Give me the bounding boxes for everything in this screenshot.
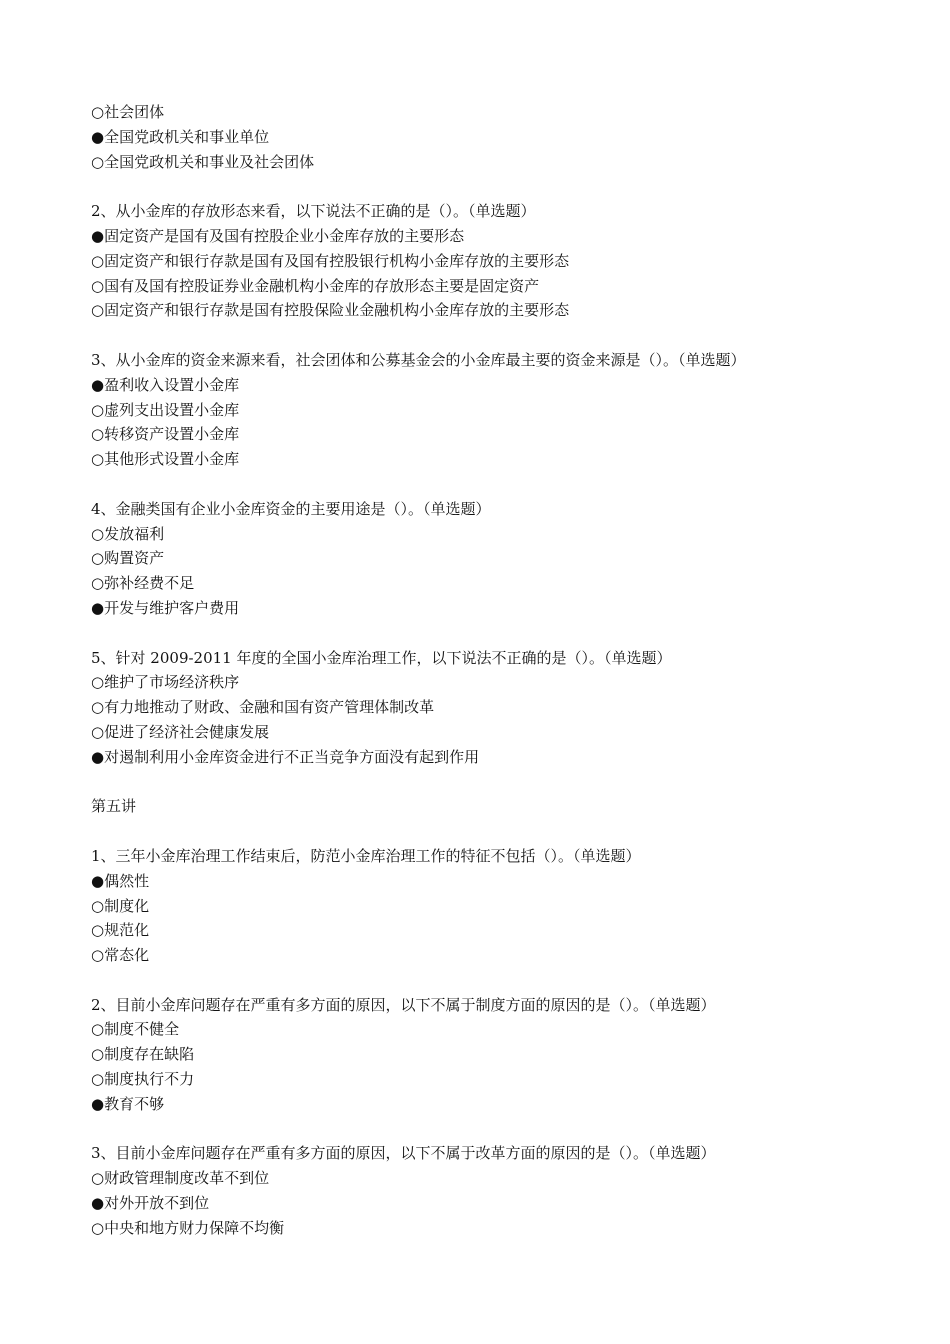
option-selected: ●对遏制利用小金库资金进行不正当竞争方面没有起到作用 [91,747,480,766]
question-block [91,646,891,770]
option-line: ○规范化 [91,921,150,940]
section-heading: 第五讲 [91,797,137,816]
option-line: ○制度执行不力 [91,1070,195,1089]
question-block [91,348,891,472]
option-line: ○发放福利 [91,524,165,543]
question-block [91,844,891,968]
option-line: ○中央和地方财力保障不均衡 [91,1218,285,1237]
question-text: 3、从小金库的资金来源来看，社会团体和公募基金会的小金库最主要的资金来源是（）。（单选题） [91,350,746,369]
section-heading-block [91,794,891,819]
option-line: ○弥补经费不足 [91,574,195,593]
option-selected: ●开发与维护客户费用 [91,598,240,617]
option-line: ○固定资产和银行存款是国有及国有控股银行机构小金库存放的主要形态 [91,251,570,270]
option-selected: ●对外开放不到位 [91,1194,210,1213]
option-line: ○促进了经济社会健康发展 [91,722,270,741]
question-block [91,497,891,621]
option-line: ○有力地推动了财政、金融和国有资产管理体制改革 [91,698,435,717]
option-selected: ●盈利收入设置小金库 [91,375,240,394]
question-block [91,993,891,1117]
option-line: ○社会团体 [91,103,165,121]
option-line: ○财政管理制度改革不到位 [91,1169,270,1188]
option-line: ○其他形式设置小金库 [91,450,240,469]
option-line: ○全国党政机关和事业及社会团体 [91,152,315,171]
question-text: 1、三年小金库治理工作结束后，防范小金库治理工作的特征不包括（）。（单选题） [91,846,641,865]
option-line: ○转移资产设置小金库 [91,425,240,444]
question-text: 2、目前小金库问题存在严重有多方面的原因，以下不属于制度方面的原因的是（）。（单选题） [91,995,716,1014]
option-line: ○制度不健全 [91,1020,180,1039]
question-block [91,199,891,323]
option-selected: ●固定资产是国有及国有控股企业小金库存放的主要形态 [91,226,465,245]
option-line: ○国有及国有控股证券业金融机构小金库的存放形态主要是固定资产 [91,276,540,295]
option-selected: ●全国党政机关和事业单位 [91,127,270,146]
question-block [91,100,891,174]
option-line: ○购置资产 [91,549,165,568]
option-line: ○虚列支出设置小金库 [91,400,240,419]
question-text: 5、针对 2009-2011 年度的全国小金库治理工作，以下说法不正确的是（）。（单选题） [91,648,672,667]
question-text: 3、目前小金库问题存在严重有多方面的原因，以下不属于改革方面的原因的是（）。（单选题） [91,1144,716,1163]
option-line: ○制度化 [91,896,150,915]
option-line: ○固定资产和银行存款是国有控股保险业金融机构小金库存放的主要形态 [91,301,570,320]
document-page [91,100,891,1241]
question-block [91,1141,891,1240]
option-line: ○常态化 [91,946,150,965]
question-text: 2、从小金库的存放形态来看，以下说法不正确的是（）。（单选题） [91,202,536,221]
option-line: ○维护了市场经济秩序 [91,673,240,692]
option-selected: ●教育不够 [91,1094,165,1113]
option-selected: ●偶然性 [91,871,150,890]
question-text: 4、金融类国有企业小金库资金的主要用途是（）。（单选题） [91,499,491,518]
option-line: ○制度存在缺陷 [91,1045,195,1064]
